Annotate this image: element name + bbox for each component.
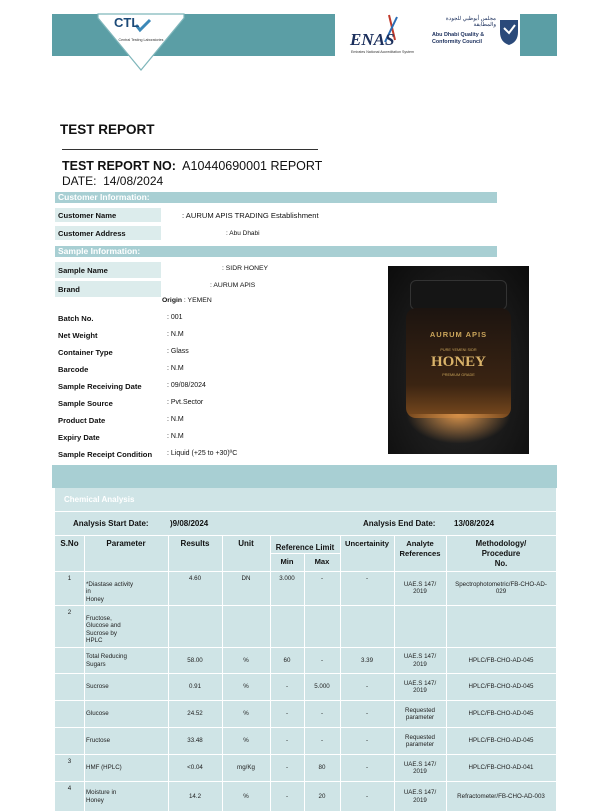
row-max-cell xyxy=(304,737,340,744)
adqcc-arabic: مجلس أبوظبي للجودة والمطابقة xyxy=(445,16,496,28)
row-param-line: Fructose, xyxy=(86,615,112,622)
row-unit-cell xyxy=(222,575,270,582)
row-ref-cell xyxy=(394,761,446,776)
row-method-cell xyxy=(446,764,556,771)
jar-grade: PREMIUM GRADE xyxy=(442,373,475,377)
analysis-start-value: )9/08/2024 xyxy=(170,519,209,528)
row-ref-line: 2019 xyxy=(413,588,427,596)
row-ref-cell xyxy=(394,581,446,596)
row-min-line: - xyxy=(285,683,289,691)
row-method-line: Refractometer/FB-CHO-AD-003 xyxy=(457,792,545,800)
row-max-cell xyxy=(304,683,340,690)
row-unc-line: - xyxy=(365,683,369,691)
row-max-cell xyxy=(304,710,340,717)
row-param-line: Sucrose xyxy=(86,683,109,691)
ref-limit-rule xyxy=(270,553,340,554)
row-unit-cell xyxy=(222,683,270,690)
row-ref-line: UAE.S 147/ xyxy=(403,581,437,588)
row-sno-line: 3 xyxy=(67,758,72,765)
sample-source-label: Sample Source xyxy=(58,399,113,408)
row-result-line: 58.00 xyxy=(187,656,203,664)
row-param-line: Moisture in xyxy=(86,789,117,797)
row-param-line: HPLC xyxy=(86,637,103,645)
enas-logo xyxy=(345,12,420,60)
report-date-value: 14/08/2024 xyxy=(103,174,164,188)
net-weight-label: Net Weight xyxy=(58,331,98,340)
receiving-date-label: Sample Receiving Date xyxy=(58,382,142,391)
row-unit-line: % xyxy=(243,656,249,664)
row-max-line: - xyxy=(320,710,324,718)
row-result-line: 14.2 xyxy=(188,792,202,800)
row-unc-line: - xyxy=(365,764,369,772)
row-param-line: *Diastase activity xyxy=(86,581,134,588)
row-ref-line: UAE.S 147/ xyxy=(403,760,437,768)
row-unc-line: - xyxy=(365,792,369,800)
customer-address-value: : Abu Dhabi xyxy=(226,230,260,237)
row-ref-line: parameter xyxy=(405,741,435,748)
row-rule xyxy=(55,700,556,701)
row-method-line: Spectrophotometric/FB-CHO-AD- xyxy=(455,581,547,588)
row-sno-cell xyxy=(55,785,84,792)
report-date-label: DATE: xyxy=(62,174,97,188)
row-result-cell xyxy=(168,737,222,744)
row-param-line: Sugars xyxy=(86,660,106,668)
col-max: Max xyxy=(314,557,330,566)
col-uncertainty: Uncertainity xyxy=(345,539,389,548)
col-min: Min xyxy=(280,557,294,566)
row-param-line: in xyxy=(86,588,91,596)
jar-main: HONEY xyxy=(430,354,486,370)
row-method-line: HPLC/FB-CHO-AD-045 xyxy=(468,710,534,718)
customer-name-value: : AURUM APIS TRADING Establishment xyxy=(182,211,319,220)
customer-section-bar: Customer Information: xyxy=(55,192,497,203)
row-ref-line: parameter xyxy=(405,714,435,721)
row-ref-cell xyxy=(394,707,446,722)
customer-name-label: Customer Name xyxy=(55,208,161,222)
row-unc-line: 3.39 xyxy=(360,656,374,664)
row-min-line: 3.000 xyxy=(279,575,295,582)
enas-subtitle: Emirates National Accreditation System xyxy=(351,50,414,54)
row-unc-cell xyxy=(340,657,394,664)
row-method-cell xyxy=(446,683,556,690)
row-result-line: 24.52 xyxy=(187,710,203,718)
row-unit-cell xyxy=(222,764,270,771)
row-unit-line: % xyxy=(243,792,249,800)
row-ref-line: 2019 xyxy=(413,660,427,668)
analysis-top-band xyxy=(52,465,557,488)
col-unit: Unit xyxy=(238,539,254,548)
row-max-line: 5.000 xyxy=(314,683,330,691)
row-rule xyxy=(55,605,556,606)
row-unit-cell xyxy=(222,710,270,717)
jar-sub: PURE YEMENI SIDR xyxy=(440,348,477,352)
row-ref-line: Requested xyxy=(405,733,435,741)
row-unc-cell xyxy=(340,710,394,717)
row-sno-line: 4 xyxy=(67,785,72,792)
row-max-cell xyxy=(304,793,340,800)
row-min-line: 60 xyxy=(283,656,291,664)
row-method-line: HPLC/FB-CHO-AD-045 xyxy=(468,683,534,691)
row-min-cell xyxy=(270,657,304,664)
row-max-line: 20 xyxy=(318,792,326,800)
container-type-label: Container Type xyxy=(58,348,113,357)
row-unc-cell xyxy=(340,793,394,800)
row-unit-line: % xyxy=(243,737,249,745)
report-number xyxy=(62,159,322,173)
honey-jar-image xyxy=(388,266,529,454)
row-param-cell xyxy=(86,737,168,744)
ctl-logo xyxy=(96,12,186,72)
enas-logo-text: ENAS xyxy=(350,30,395,49)
row-min-line: - xyxy=(285,737,289,745)
barcode-label: Barcode xyxy=(58,365,89,374)
row-method-cell xyxy=(446,737,556,744)
row-min-cell xyxy=(270,575,304,582)
sample-name-value: : SIDR HONEY xyxy=(222,265,269,272)
brand-value: : AURUM APIS xyxy=(210,282,256,289)
row-result-line: <0.04 xyxy=(187,764,203,772)
header-top-rule xyxy=(55,535,556,536)
row-result-cell xyxy=(168,793,222,800)
analysis-rule xyxy=(55,511,556,512)
row-method-cell xyxy=(446,710,556,717)
row-unc-line: - xyxy=(365,737,369,745)
row-rule xyxy=(55,647,556,648)
row-ref-line: UAE.S 147/ xyxy=(403,789,437,797)
row-max-line: - xyxy=(320,737,324,745)
col-parameter: Parameter xyxy=(106,539,146,548)
row-min-cell xyxy=(270,764,304,771)
ctl-logo-text: CTL xyxy=(114,15,140,30)
sample-name-label: Sample Name xyxy=(55,262,161,278)
row-param-line: Honey xyxy=(86,796,104,804)
brand-label: Brand xyxy=(55,281,161,297)
row-result-line: 4.60 xyxy=(188,575,202,582)
row-param-cell xyxy=(86,764,168,771)
col-method-2: Procedure xyxy=(481,549,521,558)
row-method-line: HPLC/FB-CHO-AD-045 xyxy=(468,656,534,664)
expiry-date-value: : N.M xyxy=(167,433,184,440)
row-ref-cell xyxy=(394,680,446,695)
product-date-label: Product Date xyxy=(58,416,106,425)
col-analyte-ref-2: References xyxy=(399,549,441,558)
jar-lid xyxy=(410,280,507,310)
row-unc-cell xyxy=(340,737,394,744)
batch-label: Batch No. xyxy=(58,314,94,323)
row-ref-line: Requested xyxy=(405,706,435,714)
row-unit-line: % xyxy=(243,710,249,718)
container-type-value: : Glass xyxy=(167,348,189,355)
adqcc-shield-icon xyxy=(498,18,520,46)
product-date-value: : N.M xyxy=(167,416,184,423)
row-param-cell xyxy=(86,581,168,603)
row-method-line: HPLC/FB-CHO-AD-041 xyxy=(468,764,534,772)
receipt-condition-value: : Liquid (+25 to +30)ºC xyxy=(167,450,238,457)
row-method-cell xyxy=(446,657,556,664)
row-ref-line: 2019 xyxy=(413,796,427,804)
jar-brand: AURUM APIS xyxy=(429,330,488,339)
row-param-line: Sucrose by xyxy=(86,629,117,637)
row-method-cell xyxy=(446,581,556,596)
row-unc-line: - xyxy=(365,710,369,718)
adqcc-line1: Abu Dhabi Quality & xyxy=(432,32,485,38)
row-param-line: Total Reducing xyxy=(86,653,127,661)
col-analyte-ref-1: Analyte xyxy=(406,539,434,548)
row-param-line: Glucose and xyxy=(86,622,121,630)
sample-source-value: : Pvt.Sector xyxy=(167,399,204,406)
adqcc-line2: Conformity Council xyxy=(432,39,483,45)
row-unit-line: DN xyxy=(241,575,251,582)
row-param-cell xyxy=(86,615,168,645)
row-method-cell xyxy=(446,793,556,800)
row-min-cell xyxy=(270,793,304,800)
analysis-end-value: 13/08/2024 xyxy=(454,519,495,528)
barcode-value: : N.M xyxy=(167,365,184,372)
row-max-cell xyxy=(304,657,340,664)
row-result-cell xyxy=(168,710,222,717)
row-param-line: Honey xyxy=(86,595,104,603)
row-unc-line: - xyxy=(365,575,369,582)
row-param-line: HMF (HPLC) xyxy=(86,764,122,772)
row-unit-cell xyxy=(222,657,270,664)
row-method-line: HPLC/FB-CHO-AD-045 xyxy=(468,737,534,745)
row-max-line: - xyxy=(320,656,324,664)
row-unit-line: % xyxy=(243,683,249,691)
row-param-line: Glucose xyxy=(86,710,109,718)
row-ref-line: UAE.S 147/ xyxy=(403,653,437,661)
analysis-end-label: Analysis End Date: xyxy=(363,519,436,528)
row-ref-line: 2019 xyxy=(413,687,427,694)
row-param-cell xyxy=(86,789,168,804)
row-max-cell xyxy=(304,764,340,771)
customer-address-label: Customer Address xyxy=(55,226,161,240)
row-result-cell xyxy=(168,575,222,582)
row-sno-line: 2 xyxy=(67,609,72,616)
report-date xyxy=(62,174,163,188)
row-max-cell xyxy=(304,575,340,582)
row-rule xyxy=(55,673,556,674)
row-max-line: - xyxy=(320,575,324,582)
row-unit-cell xyxy=(222,793,270,800)
receiving-date-value: : 09/08/2024 xyxy=(167,382,206,389)
row-param-cell xyxy=(86,683,168,690)
batch-value: : 001 xyxy=(167,314,183,321)
adqcc-logo xyxy=(432,14,520,54)
row-rule xyxy=(55,727,556,728)
row-ref-cell xyxy=(394,653,446,668)
row-param-cell xyxy=(86,710,168,717)
row-rule xyxy=(55,781,556,782)
expiry-date-label: Expiry Date xyxy=(58,433,100,442)
receipt-condition-label: Sample Receipt Condition xyxy=(58,450,153,459)
origin-value: : YEMEN xyxy=(183,297,212,304)
report-number-label: TEST REPORT NO: xyxy=(62,159,176,173)
col-sno: S.No xyxy=(60,539,79,548)
row-param-line: Fructose xyxy=(86,737,111,745)
row-unc-cell xyxy=(340,683,394,690)
row-unit-line: mg/Kg xyxy=(237,764,255,772)
row-sno-cell xyxy=(55,575,84,582)
row-unc-cell xyxy=(340,764,394,771)
row-ref-line: 2019 xyxy=(413,768,427,775)
analysis-table xyxy=(55,488,556,811)
title-divider xyxy=(62,149,318,150)
row-result-line: 0.91 xyxy=(188,683,202,691)
row-result-cell xyxy=(168,683,222,690)
row-param-cell xyxy=(86,653,168,668)
row-method-line: 029 xyxy=(495,588,507,596)
header-bottom-rule xyxy=(55,571,556,572)
analysis-section-title: Chemical Analysis xyxy=(64,495,135,504)
row-min-line: - xyxy=(285,710,289,718)
row-sno-cell xyxy=(55,609,84,616)
row-unc-cell xyxy=(340,575,394,582)
sample-section-bar: Sample Information: xyxy=(55,246,497,257)
row-min-cell xyxy=(270,737,304,744)
row-sno-line: 1 xyxy=(67,575,72,582)
origin-row xyxy=(162,297,212,304)
row-min-cell xyxy=(270,710,304,717)
row-min-cell xyxy=(270,683,304,690)
jar-glow xyxy=(406,414,511,444)
row-sno-cell xyxy=(55,758,84,765)
row-unit-cell xyxy=(222,737,270,744)
row-result-line: 33.48 xyxy=(187,737,203,745)
analysis-start-label: Analysis Start Date: xyxy=(73,519,149,528)
origin-label: Origin xyxy=(162,297,183,304)
col-method-1: Methodology/ xyxy=(475,539,527,548)
ctl-subtitle: Central Testing Laboratories xyxy=(118,38,164,42)
net-weight-value: : N.M xyxy=(167,331,184,338)
report-number-value: A10440690001 REPORT xyxy=(182,159,323,173)
report-title: TEST REPORT xyxy=(60,122,155,137)
col-method-3: No. xyxy=(494,559,508,568)
row-ref-line: UAE.S 147/ xyxy=(403,679,437,687)
col-rule-5 xyxy=(304,553,305,811)
row-result-cell xyxy=(168,764,222,771)
row-min-line: - xyxy=(285,792,289,800)
col-results: Results xyxy=(180,539,210,548)
row-rule xyxy=(55,754,556,755)
row-result-cell xyxy=(168,657,222,664)
row-ref-cell xyxy=(394,734,446,749)
row-max-line: 80 xyxy=(318,764,326,772)
col-ref-limit: Reference Limit xyxy=(275,543,335,552)
row-min-line: - xyxy=(285,764,289,772)
row-ref-cell xyxy=(394,789,446,804)
